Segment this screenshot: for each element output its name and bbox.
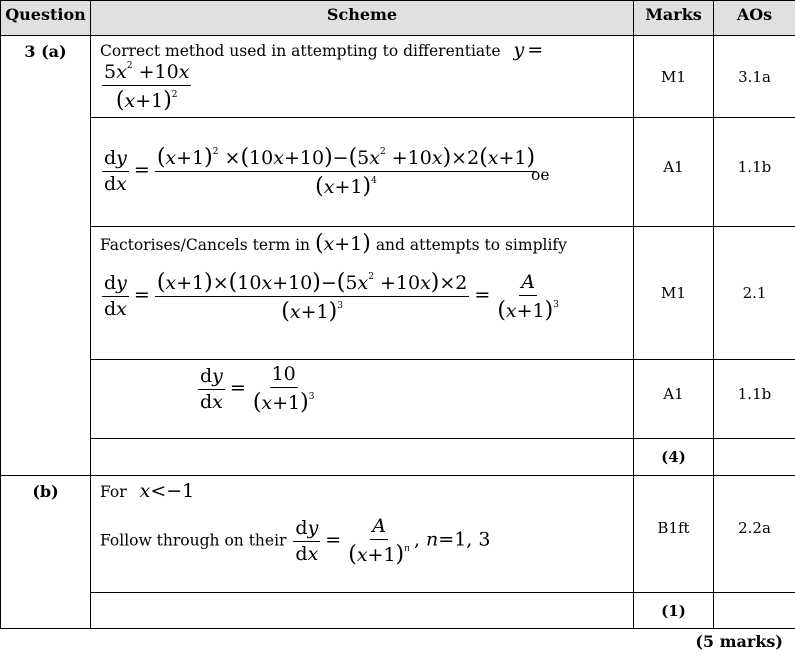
ao-cell: 1.1b	[714, 360, 795, 439]
math-fraction	[102, 61, 191, 113]
header-marks: Marks	[634, 1, 714, 36]
math-fraction: $\frac{10}{(x+1)^3}$	[252, 363, 315, 415]
subtotal-row	[1, 439, 795, 476]
scheme-cell	[91, 476, 634, 593]
table-row	[1, 36, 795, 118]
header-row	[1, 1, 795, 36]
fraction-numerator: $5x^2 +10x$	[102, 61, 191, 86]
total-marks: (5 marks)	[695, 632, 783, 651]
subtotal-mark: (1)	[634, 593, 714, 629]
table-row	[1, 227, 795, 360]
scheme-cell-empty	[91, 439, 634, 476]
ao-cell: 3.1a	[714, 36, 795, 118]
question-number-b: (b)	[1, 476, 91, 629]
ao-cell: 2.2a	[714, 476, 795, 593]
ao-cell-empty	[714, 593, 795, 629]
term-x-plus-1: (x+1)	[314, 231, 371, 256]
header-aos: AOs	[714, 1, 795, 36]
mark-cell: A1	[634, 360, 714, 439]
ao-cell: 2.1	[714, 227, 795, 360]
math-lhs: y	[513, 39, 525, 62]
fraction-denominator: $(x+1)^2$	[115, 88, 178, 114]
mark-cell: B1ft	[634, 476, 714, 593]
subtotal-mark: (4)	[634, 439, 714, 476]
table-row	[1, 476, 795, 593]
subtotal-row	[1, 593, 795, 629]
header-question: Question	[1, 1, 91, 36]
oe-note: oe	[531, 166, 550, 184]
equals-sign: =	[527, 39, 544, 62]
scheme-cell: $\frac{dy}{dx}$ = $\frac{10}{(x+1)^3}$	[91, 360, 634, 439]
scheme-cell-empty	[91, 593, 634, 629]
table-row	[1, 360, 795, 439]
follow-through-line: Follow through on their $\frac{dy}{dx}$ = $\frac{A}{(x+1)^n}$ , n=1, 3	[100, 515, 491, 567]
scheme-text: Correct method used in attempting to differentiate	[100, 42, 501, 61]
mark-cell: A1	[634, 118, 714, 227]
scheme-cell	[91, 36, 634, 118]
ao-cell-empty	[714, 439, 795, 476]
question-number-3a: 3 (a)	[1, 36, 91, 476]
ao-cell: 1.1b	[714, 118, 795, 227]
scheme-cell	[91, 227, 634, 360]
table-row	[1, 118, 795, 227]
factorise-line: Factorises/Cancels term in (x+1) and attempts to simplify	[100, 231, 567, 256]
for-line: For x<−1	[100, 480, 195, 502]
scheme-cell: $\frac{dy}{dx}$ = $\frac{(x+1)^2 \times(10x+10)-(5x^2 +10x)\times 2(x+1)}{(x+1)^4}$ oe	[91, 118, 634, 227]
math-fraction: $\frac{(x+1)^2 \times(10x+10)-(5x^2 +10x)\times 2(x+1)}{(x+1)^4}$	[156, 144, 536, 199]
simplify-equation: $\frac{dy}{dx}$ = $\frac{(x+1)\times(10x+10)-(5x^2 +10x)\times 2}{(x+1)^3}$ = $\frac{A}{(x+1)^3}$	[104, 270, 559, 325]
derivative-dydx: $\frac{dy}{dx}$	[104, 147, 127, 195]
mark-cell: M1	[634, 36, 714, 118]
header-scheme: Scheme	[91, 1, 634, 36]
mark-cell: M1	[634, 227, 714, 360]
